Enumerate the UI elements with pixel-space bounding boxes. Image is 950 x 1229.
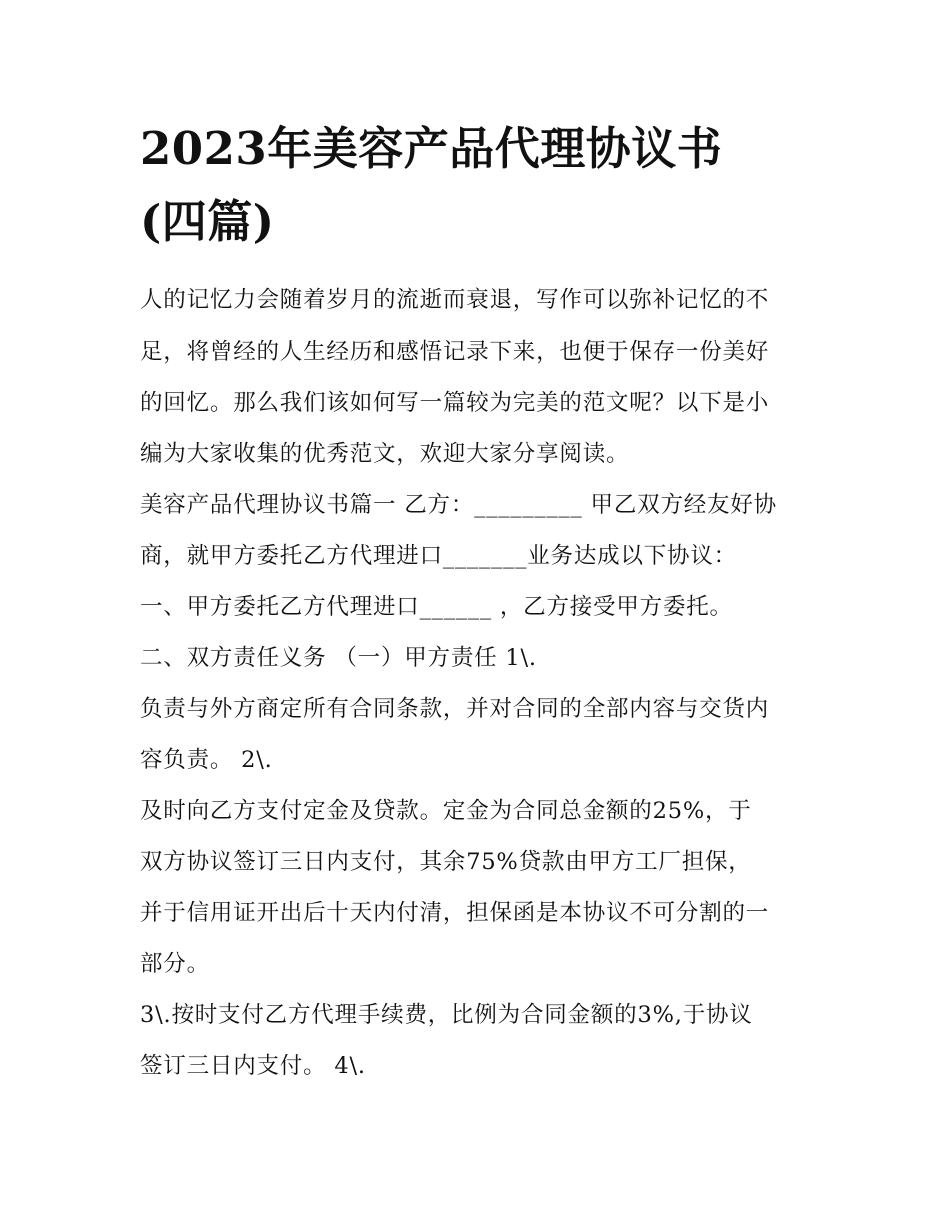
body-line-16: 签订三日内支付。 4\. [140, 1053, 366, 1079]
body-line-8: 二、双方责任义务 （一）甲方责任 1\. [140, 645, 537, 671]
body-line-1: 人的记忆力会随着岁月的流逝而衰退，写作可以弥补记忆的不 [140, 287, 770, 313]
body-line-3: 的回忆。那么我们该如何写一篇较为完美的范文呢？以下是小 [140, 390, 770, 416]
title-line-1: 2023年美容产品代理协议书 [140, 122, 723, 175]
body-line-15: 3\.按时支付乙方代理手续费，比例为合同金额的3%,于协议 [140, 1002, 753, 1028]
body-line-4: 编为大家收集的优秀范文，欢迎大家分享阅读。 [140, 441, 630, 467]
body-line-12: 双方协议签订三日内支付，其余75%贷款由甲方工厂担保， [140, 849, 752, 875]
body-line-11: 及时向乙方支付定金及贷款。定金为合同总金额的25%，于 [140, 798, 752, 824]
body-line-5: 美容产品代理协议书篇一 乙方：_________ 甲乙双方经友好协 [140, 492, 777, 518]
body-line-10: 容负责。 2\. [140, 747, 273, 773]
body-line-9: 负责与外方商定所有合同条款，并对合同的全部内容与交货内 [140, 696, 770, 722]
document-title [140, 112, 820, 258]
body-line-14: 部分。 [140, 951, 210, 977]
title-line-2: (四篇) [140, 195, 275, 248]
body-line-6: 商，就甲方委托乙方代理进口_______业务达成以下协议： [140, 543, 737, 569]
body-line-7: 一、甲方委托乙方代理进口______ ，乙方接受甲方委托。 [140, 594, 733, 620]
body-line-13: 并于信用证开出后十天内付清，担保函是本协议不可分割的一 [140, 900, 770, 926]
body-line-2: 足，将曾经的人生经历和感悟记录下来，也便于保存一份美好 [140, 339, 770, 365]
